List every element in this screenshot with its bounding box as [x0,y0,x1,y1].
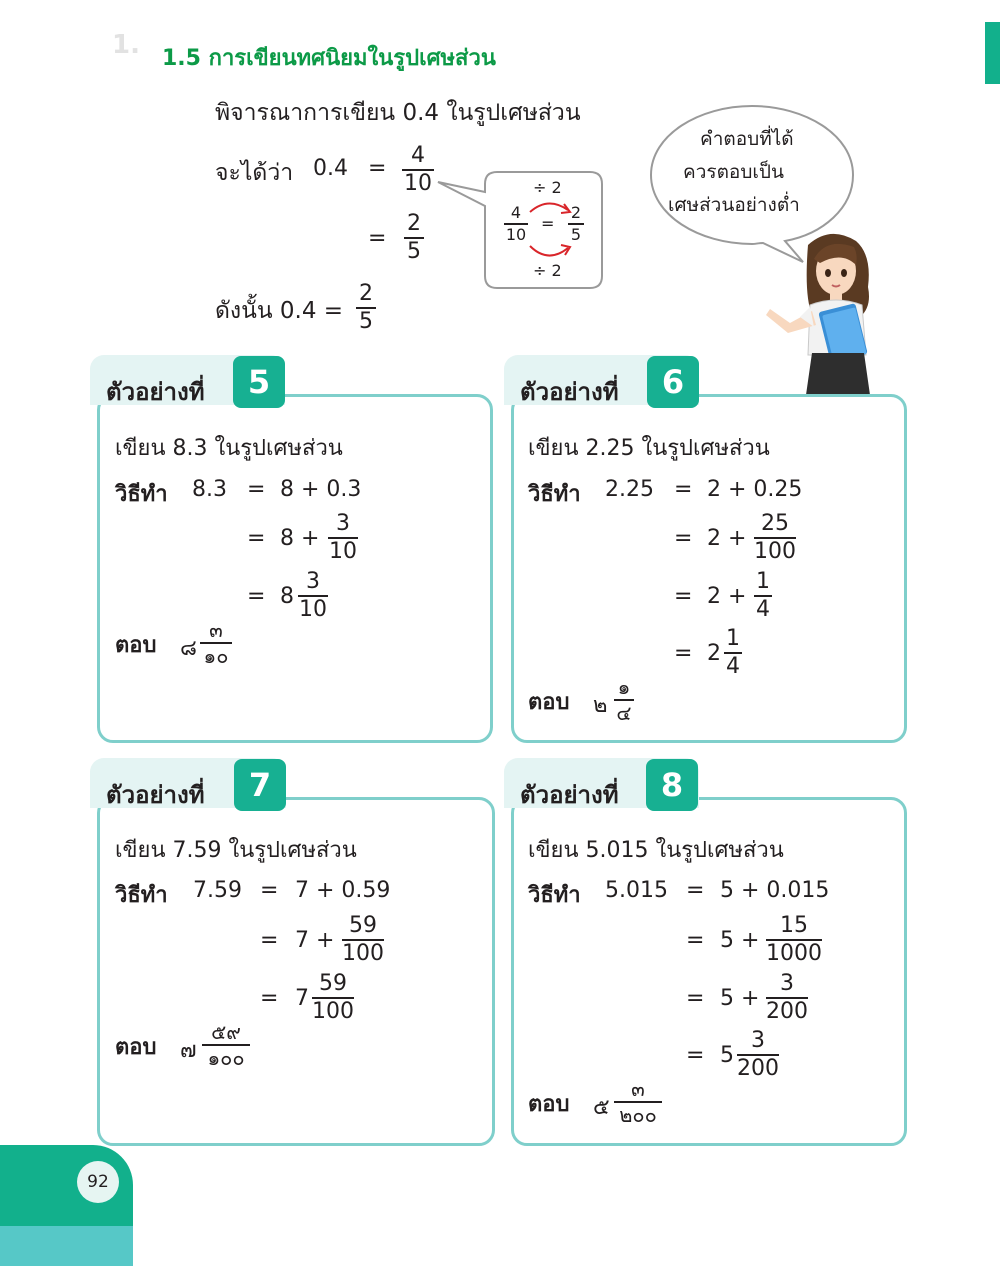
ex8-step-3-fraction [766,973,808,1023]
fraction-numerator: ๓ [209,618,223,642]
ex5-step-3-whole: 8 [280,584,294,609]
ex5-question: เขียน 8.3 ในรูปเศษส่วน [115,436,343,461]
ex6-method-label: วิธีทำ [528,482,581,507]
ex5-eq-1: = [247,477,266,502]
ex6-step-3-fraction [754,571,772,621]
page-tab-lower [0,1226,133,1266]
fraction-numerator: ๓ [631,1077,645,1101]
ex5-method-label: วิธีทำ [115,482,168,507]
callout-top-op: ÷ 2 [533,178,562,197]
ex7-value: 7.59 [193,878,242,903]
fraction-denominator: 4 [726,654,740,679]
speech-line-3: เศษส่วนอย่างต่ำ [668,194,800,216]
ex6-value: 2.25 [605,477,654,502]
ex5-eq-3: = [247,584,266,609]
ex8-step-4-fraction [737,1030,779,1080]
example-8-tab-number: 8 [646,759,698,811]
ex6-step-3-prefix: 2 + [707,584,747,609]
example-5-tab-label: ตัวอย่างที่ [106,378,205,406]
ex6-step-2-fraction [754,513,796,563]
speech-line-2: ควรตอบเป็น [683,161,784,183]
ex7-eq-3: = [260,986,279,1011]
ex8-method-label: วิธีทำ [528,883,581,908]
fraction-numerator: 3 [751,1028,765,1053]
callout-bottom-op: ÷ 2 [533,261,562,280]
fraction-numerator: 2 [407,211,421,236]
fraction-denominator: 1000 [766,941,822,966]
example-5-tab-number: 5 [233,356,285,408]
ex8-step-4-whole: 5 [720,1043,734,1068]
ex8-answer-fraction [614,1079,662,1125]
ex8-question: เขียน 5.015 ในรูปเศษส่วน [528,838,784,863]
ex7-step-3-fraction [312,973,354,1023]
intro-conclusion: ดังนั้น 0.4 = [215,298,344,324]
example-7-tab-number: 7 [234,759,286,811]
fraction-denominator: ๑๐ [203,644,229,668]
ex6-eq-1: = [674,477,693,502]
ex7-method-label: วิธีทำ [115,883,168,908]
ex7-eq-2: = [260,928,279,953]
ex7-question: เขียน 7.59 ในรูปเศษส่วน [115,838,357,863]
fraction-numerator: 3 [780,971,794,996]
ex7-answer-whole: ๗ [180,1038,197,1063]
fraction-denominator: 5 [407,239,421,264]
fraction-denominator: ๒๐๐ [619,1103,657,1127]
ex6-eq-3: = [674,584,693,609]
ex6-step-1: 2 + 0.25 [707,477,803,502]
ex5-answer-fraction [200,620,232,666]
fraction-numerator: ๕๙ [211,1020,241,1044]
intro-value: 0.4 [313,156,348,181]
ex6-answer-fraction [614,677,634,723]
ex5-answer-label: ตอบ [115,633,157,658]
ex6-question: เขียน 2.25 ในรูปเศษส่วน [528,436,770,461]
ex8-step-2-prefix: 5 + [720,928,760,953]
ex8-step-2-fraction [766,915,822,965]
corner-strip [985,22,1000,84]
ex7-step-2-prefix: 7 + [295,928,335,953]
intro-fraction-2 [404,213,424,263]
ex8-eq-2: = [686,928,705,953]
ex8-step-3-prefix: 5 + [720,986,760,1011]
ex6-eq-4: = [674,641,693,666]
fraction-denominator: ๑๐๐ [207,1046,245,1070]
fraction-numerator: ๑ [617,675,631,699]
fraction-numerator: 4 [411,143,425,168]
ex5-step-3-fraction [298,571,328,621]
fraction-numerator: 3 [306,569,320,594]
ex8-eq-4: = [686,1043,705,1068]
example-8-tab-label: ตัวอย่างที่ [520,781,619,809]
section-title: 1.5 การเขียนทศนิยมในรูปเศษส่วน [162,46,496,71]
fraction-denominator: 10 [329,539,357,564]
fraction-denominator: 100 [312,999,354,1024]
ex6-step-4-fraction [724,628,742,678]
ex6-answer-label: ตอบ [528,690,570,715]
ex5-answer-whole: ๘ [180,636,197,661]
ex6-step-4-whole: 2 [707,641,721,666]
fraction-denominator: 200 [737,1056,779,1081]
fraction-denominator: 100 [754,539,796,564]
ex5-step-2-prefix: 8 + [280,526,320,551]
intro-prefix: จะได้ว่า [215,160,294,186]
ex8-eq-1: = [686,878,705,903]
teacher-illustration [760,225,890,395]
ex7-answer-label: ตอบ [115,1035,157,1060]
intro-eq-2: = [368,226,387,251]
ex5-step-1: 8 + 0.3 [280,477,362,502]
chapter-number: 1. [112,30,140,60]
callout-eq: = [541,214,555,233]
fraction-numerator: 15 [780,913,808,938]
fraction-denominator: ๔ [616,701,632,725]
speech-line-1: คำตอบที่ได้ [700,128,794,150]
example-7-tab-label: ตัวอย่างที่ [106,781,205,809]
ex6-eq-2: = [674,526,693,551]
ex8-step-1: 5 + 0.015 [720,878,830,903]
ex8-answer-whole: ๕ [593,1095,610,1120]
ex8-answer-label: ตอบ [528,1092,570,1117]
fraction-numerator: 2 [570,203,582,222]
fraction-denominator: 5 [570,225,582,244]
fraction-denominator: 10 [404,171,432,196]
fraction-numerator: 1 [756,569,770,594]
page-number-circle [77,1161,119,1203]
fraction-numerator: 2 [359,281,373,306]
ex7-step-2-fraction [342,915,384,965]
fraction-numerator: 59 [349,913,377,938]
ex7-answer-fraction [202,1022,250,1068]
intro-fraction-3 [356,283,376,333]
ex7-eq-1: = [260,878,279,903]
fraction-denominator: 200 [766,999,808,1024]
ex5-eq-2: = [247,526,266,551]
fraction-numerator: 1 [726,626,740,651]
fraction-numerator: 25 [761,511,789,536]
ex8-value: 5.015 [605,878,668,903]
fraction-denominator: 100 [342,941,384,966]
callout-right-fraction [568,205,584,243]
ex5-step-2-fraction [328,513,358,563]
fraction-numerator: 59 [319,971,347,996]
ex8-eq-3: = [686,986,705,1011]
fraction-denominator: 10 [505,225,527,244]
callout-left-fraction [504,205,528,243]
fraction-numerator: 4 [510,203,522,222]
page-number: 92 [87,1172,109,1192]
ex6-step-2-prefix: 2 + [707,526,747,551]
fraction-denominator: 4 [756,597,770,622]
intro-line: พิจารณาการเขียน 0.4 ในรูปเศษส่วน [215,100,581,126]
fraction-denominator: 5 [359,309,373,334]
example-6-tab-number: 6 [647,356,699,408]
fraction-numerator: 3 [336,511,350,536]
ex6-answer-whole: ๒ [593,693,608,718]
ex5-value: 8.3 [192,477,227,502]
fraction-denominator: 10 [299,597,327,622]
example-6-tab-label: ตัวอย่างที่ [520,378,619,406]
intro-eq-1: = [368,156,387,181]
ex7-step-3-whole: 7 [295,986,309,1011]
ex7-step-1: 7 + 0.59 [295,878,391,903]
